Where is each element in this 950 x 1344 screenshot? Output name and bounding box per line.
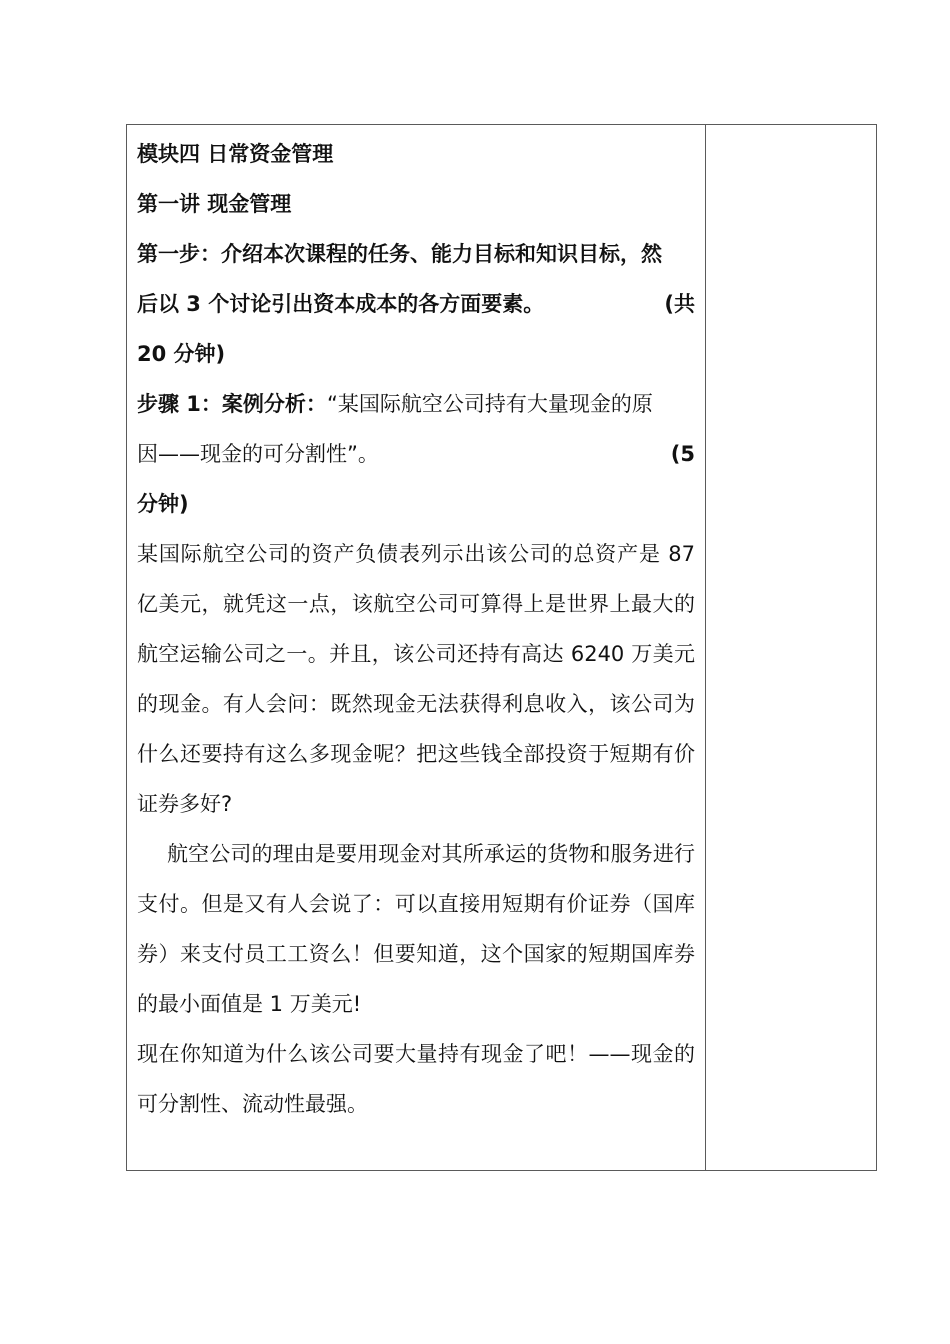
step1-block (137, 229, 695, 379)
step-case-line2-time: (5 (670, 442, 695, 466)
step-case-line1-text: “某国际航空公司持有大量现金的原 (326, 392, 653, 416)
paragraph-1: 某国际航空公司的资产负债表列示出该公司的总资产是 87 亿美元，就凭这一点，该航空公司可算得上是世界上最大的航空运输公司之一。并且，该公司还持有高达 6240 万美元的现金。有人会问：既然现金无法获得利息收入，该公司为什么还要持有这么多现金呢？把这些钱全部投资于短期有价证券多好? (137, 542, 695, 816)
paragraph-2: 航空公司的理由是要用现金对其所承运的货物和服务进行支付。但是又有人会说了：可以直接用短期有价证券（国库券）来支付员工工资么！但要知道，这个国家的短期国库券的最小面值是 1 万美元! (137, 842, 695, 1016)
step1-line2 (137, 279, 695, 329)
step1-line2-time: (共 (664, 292, 695, 316)
step-case-line1 (137, 379, 695, 429)
step-case-line3: 分钟) (137, 492, 189, 516)
step-case-line2 (137, 429, 695, 479)
step-case-block (137, 379, 695, 529)
step1-line2-text: 后以 3 个讨论引出资本成本的各方面要素。 (137, 292, 545, 316)
content-cell (127, 125, 706, 1170)
notes-cell (706, 125, 876, 1170)
step1-line3: 20 分钟) (137, 342, 226, 366)
module-title: 模块四 日常资金管理 (137, 142, 334, 166)
paragraph-3: 现在你知道为什么该公司要大量持有现金了吧！——现金的可分割性、流动性最强。 (137, 1042, 695, 1116)
document-table (126, 124, 877, 1171)
lecture-title: 第一讲 现金管理 (137, 192, 292, 216)
step-case-label: 步骤 1：案例分析： (137, 392, 327, 416)
step-case-line2-text: 因——现金的可分割性”。 (137, 442, 379, 466)
step1-line1: 第一步：介绍本次课程的任务、能力目标和知识目标，然 (137, 242, 662, 266)
